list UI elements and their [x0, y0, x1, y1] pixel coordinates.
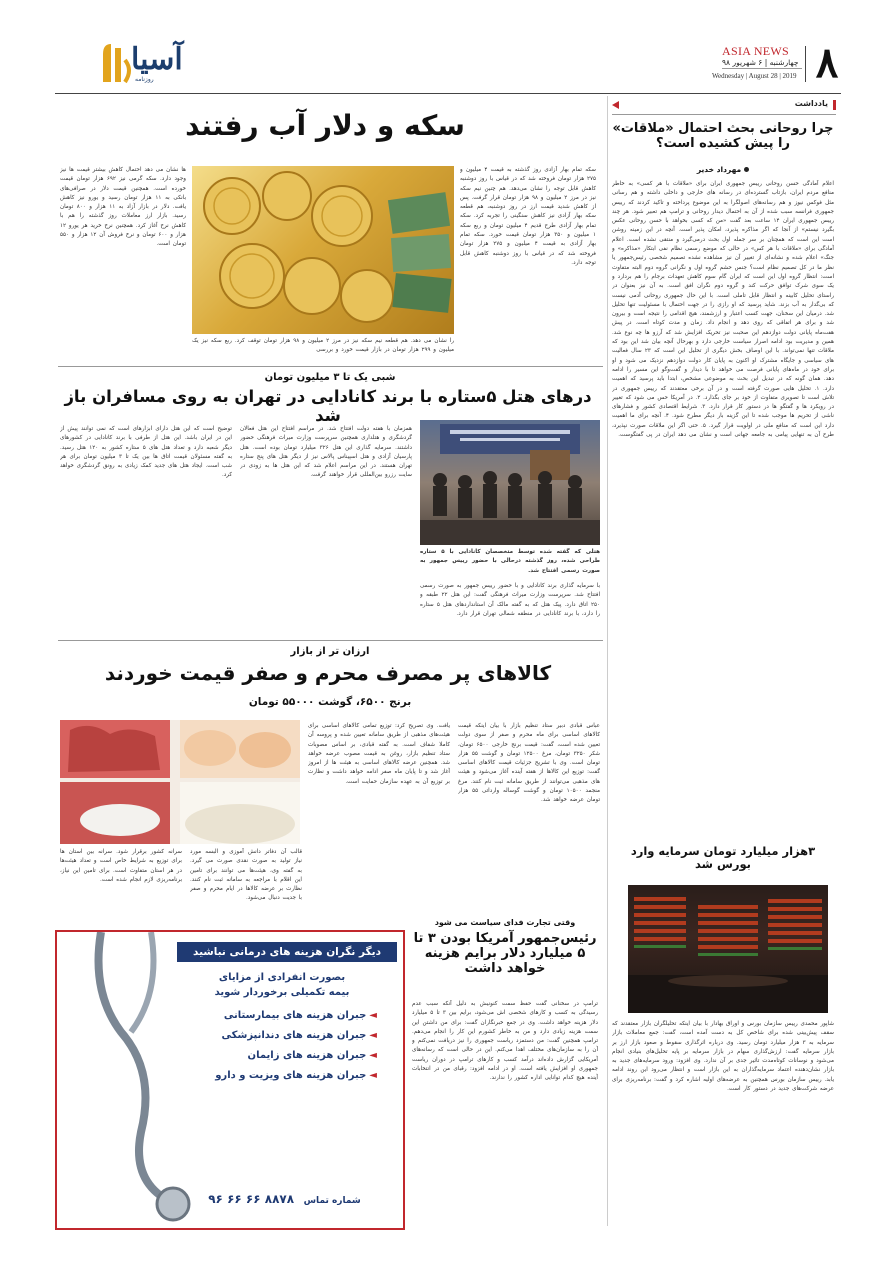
author-bullet-icon: [744, 167, 749, 172]
stethoscope-icon: [61, 932, 211, 1228]
trump-kicker: وقتی تجارت فدای سیاست می شود: [434, 918, 576, 927]
hotel-body-col3: توضیح است که این هتل دارای ابزارهای است که نمی توانند پیش از این در ایران باشد. این هتل از طرفی با برند کانادایی در کشورهای دیگر شعبه دارد و تعداد هتل های ۵ ستاره کشور به ۱۲۰ هتل رسید. به گفته مسئولان قیمت اتاق ها بین یک تا ۳ میلیون تومان برای هر شب است. ایجاد هتل های جدید کمک زیادی به رونق گردشگری خواهد کرد.: [60, 426, 232, 479]
market-body-col4: سرانه کشور برقرار شود. سرانه بین استان ها برای توزیع به شرایط خاص است و تعداد هیئت‌ها در هر استان متفاوت است. برای تامین این نیاز، برنامه‌ریزی لازم انجام شده است.: [60, 849, 182, 883]
market-subtitle: برنج ۶۵۰۰، گوشت ۵۵۰۰۰ تومان: [248, 696, 412, 708]
note-body: اعلام آمادگی حسن روحانی رییس جمهوری ایران برای «ملاقات با هر کسی» به خاطر منافع مردم ایران، بازتاب گسترده‌ای در رسانه های خارجی و داخلی داشته و هم رسانی مثل فوکس نیوز و هم رسانه‌های اصولگرا به این موضوع پرداخته و تاکید کردند که رییس جمهوری فرانسه سبب شده از آن به احتمال دیدار روحانی و ترامپ هم تعبیر شود. هر چند رییس جمهوری ایران ۱۴ ساعت بعد گفت «من که کسی بخواهد با حسن روحانی عکس بگیرد نیستم» از آنجا که اگر مذاکره پذیرد، امکان پذیر است. آنچه در این زمینه روشن است این است که همچنان بر سر جمله اول بحث درمی‌گیرد و منتقی نشده است. اعلام آمادگی برای «ملاقات با هر کس» در حالی که موضع رسمی نظام نفی ابتکار «مذاکره» و جنگ» اعلام شده و نشانه‌ای از تغییر آن نیز مشاهده نشده تصمیم شخصی رئیس‌جمهور یا نظر ما در کل تصمیم نظام است؟ جنس حشم گروه اول و نگرانی گروه دوم البته متفاوت است: انتظار گروه اول این است که ایران گام سوم کاهش تعهدات برجام را هم بردارد و یک سوی شرک توافق حرکت کند و گروه دوم نگران افق است. به آن نیز بعنوان در راستای تحلیل کابینه و انتظار قابل تاملی است. با این حال جمهوری روحانی آدمی نیست که بی‌گدار به آب بزند. شاید پرسید که او رازی را در جهت احتمال با مسئولیت تنها تحلیل شد. درمیان این سخنان، جهت کسب اعتبار و ارزشمند، هیچ اقدامی را نتیجه است و بیرون شد و برای هر اتفاقی که روی دهد و انجام داد. زمان و مدت کوتاه است. در پیش هفت‌ماه پایانی دولت دوازدهم این صحبت نیز تحریک افزایش شد که آرزو ها چه نوع شد. همین و مدیریت بود ادامه اصرار سیاست خارجی دارد و بهرحال آنچه بیان شد این بود که ملاقات تنها نمی‌تواند. با این اوصاف بخش دیگری از تحلیل این است که ۲۳ سال فعالیت های سیاسی و جایگاه مشترک او اکنون به پایان کار دولت دوازدهم نزدیک می شود و او برای خود در ماه‌های پایانی فرصت می خواهد تا با دیدار و گفت‌وگو این مسیر را ادامه دهد. همان گونه که در تبدیل این بحث به موضوعی مشخص، ابتدا باید پرسید که اهمیت دارد. ۱. تحلیل هایی صورت گرفته است و در آن برخی معتقدند که رییس جمهوری در تلاش است تا تصویری متفاوت از خود بر جای بگذارد. ۲. در آمریکا حس می شود که تغییر در رویکرد ها و گفتگو ها در دستور کار قرار دارد. ۳. شرایط اقتصادی کشور و فشارهای ناشی از تحریم ها موجب شده تا این گزینه بار دیگر مطرح شود. ۴. آنچه برای ما اهمیت دارد این است که منافع ملی در اولویت قرار گیرد. ۵. حتی اگر این ملاقات صورت نپذیرد، طرح آن به تنهایی پیامی به جامعه جهانی است و نشان می دهد ایران در پی گفتگوست.: [612, 181, 834, 439]
ad-benefit-text: جبران هزینه های بیمارستانی: [223, 1010, 367, 1021]
date-persian: چهارشنبه | ۶ شهریور ۹۸: [722, 58, 799, 67]
ad-headline-banner: [177, 942, 397, 962]
bourse-photo: [628, 885, 828, 1013]
masthead: [0, 0, 896, 95]
section-marker-icon: [833, 100, 836, 110]
page-number: ۸: [815, 38, 839, 87]
logo-subtitle: روزنامه: [135, 76, 154, 83]
gold-title: سکه و دلار آب رفتند: [185, 109, 465, 142]
stock-board-icon: [628, 885, 828, 1013]
ad-benefit-item: [207, 1010, 377, 1021]
market-groceries-photo: [60, 720, 300, 844]
ad-benefit-item: [207, 1070, 377, 1081]
ad-benefit-list: [207, 1010, 377, 1090]
market-kicker: ارزان تر از بازار: [290, 646, 370, 657]
note-title: چرا روحانی بحث احتمال «ملاقات» را پیش کشیده است؟: [612, 121, 834, 151]
date-english: Wednesday | August 28 | 2019: [712, 72, 797, 80]
note-label: یادداشت: [794, 99, 828, 108]
hotel-title: درهای هتل ۵ستاره با برند کانادایی در تهران به روی مسافران باز شد: [64, 387, 592, 425]
ad-benefit-item: [207, 1050, 377, 1061]
bourse-title: ۳هزار میلیارد تومان سرمایه وارد بورس شد: [630, 844, 816, 872]
gold-body-col2: را نشان می دهد. هم قطعه نیم سکه نیز در مرز ۲ میلیون و ۹۸ هزار تومان توقف کرد. ربع سکه نیز یک میلیون و ۲۹۹ هزار تومان در بازار قیمت خورد و بررسی: [192, 338, 454, 354]
trump-body: ترامپ در سخنانی گفت حفظ سمت کنونیش به دلیل آنکه سبب عدم رسیدگی به کسب و کارهای شخصی اش می‌شود، برایم بین ۳ تا ۵ میلیارد دلار هزینه خواهد داشت. وی در جمع خبرنگاران گفت: برای من داشتن این سمت هزینه زیادی دارد و من به خاطر کشورم این کار را انجام می‌دهم. ترامپ همچنین گفت: من دستمزد ریاست جمهوری را نیز دریافت نمی‌کنم و آن را به سازمان‌های مختلف اهدا می‌کنم. این در حالی است که رسانه‌های آمریکایی گزارش داده‌اند درآمد کسب و کارهای ترامپ در دوران ریاست جمهوری او افزایش یافته است. او در ادامه افزود: رقبای من در انتخابات آینده هیچ کدام توانایی اداره کشور را ندارند.: [412, 1001, 598, 1082]
ad-benefit-text: جبران هزینه های ویزیت و دارو: [215, 1070, 367, 1081]
note-author: [612, 165, 834, 174]
coins-and-banknotes-icon: [192, 166, 454, 334]
triangle-marker-icon: [612, 101, 619, 109]
bourse-body: شاپور محمدی رییس سازمان بورس و اوراق بهادار با بیان اینکه تحلیلگران بازار معتقدند که سقف پیش‌بینی شده برای شاخص کل به دست آمده است، گفت: جمع معاملات بازار سرمایه به ۳ هزار میلیارد تومان رسید. وی درباره اثرگذاری سقوط و صعود بازار ارز بر بازار سرمایه گفت: ارزش‌گذاری سهام در بازار سرمایه بر پایه تحلیل‌های بنیادی انجام می‌شود و نوسانات کوتاه‌مدت تاثیر جدی بر آن ندارد. وی افزود: ورود سرمایه‌های جدید به بازار نشان‌دهنده اعتماد سرمایه‌گذاران به این بازار است و انتظار می‌رود این روند ادامه یابد. رییس سازمان بورس همچنین به عرضه‌های اولیه اشاره کرد و گفت: برنامه‌ریزی برای عرضه شرکت‌های جدید در دستور کار است.: [612, 1021, 834, 1093]
ad-headline: دیگر نگران هزینه های درمانی نباشید: [193, 946, 381, 958]
gold-body-col1: سکه تمام بهار آزادی روز گذشته به قیمت ۴ میلیون و ۲۷۵ هزار تومان فروخته شد که در قیاس با روز دوشنبه کاهش قابل توجه را نشان می‌دهد. هم چنین نیم سکه نیز در مرز ۲ میلیون و ۹۸ هزار تومان قرار گرفت. پس از کاهش شدید قیمت ارز در روز دوشنبه، هم قطعه سکه بهار آزادی نیز کاهش سنگینی را تجربه کرد. سکه تمام بهار آزادی طرح قدیم ۴ میلیون تومان و ربع سکه ۱ میلیون و ۳۵۰ هزار تومان قیمت خورد. سکه تمام بهار آزادی به قیمت ۴ میلیون و ۲۷۵ هزار تومان فروخته شد که در قیاس با روز دوشنبه کاهش قابل توجه دارد.: [460, 167, 596, 266]
market-body-col2: یافت. وی تصریح کرد: توزیع تمامی کالاهای اساسی برای هیئت‌های مذهبی از طریق سامانه تعیین شده و پروسه آن کاملا شفاف است. به گفته قبادی، بر اساس مصوبات ستاد تنظیم بازار، روغن به قیمت مصوب عرضه خواهد شد. همچنین عرضه کالاهای اساسی به هیئت ها از امروز آغاز شد و تا پایان ماه صفر ادامه خواهد داشت و نظارت بر توزیع آن به عهده سازمان حمایت است.: [308, 723, 450, 785]
logo-emblem-icon: [95, 40, 135, 86]
ad-phone-number: ۸۸۷۸ ۶۶ ۶۶ ۹۶: [208, 1192, 295, 1206]
hotel-kicker: شبی یک تا ۳ میلیون تومان: [264, 372, 396, 383]
arrow-bullet-icon: ◄: [369, 1030, 377, 1041]
ad-phone-block[interactable]: [172, 1188, 397, 1207]
arrow-bullet-icon: ◄: [369, 1010, 377, 1021]
market-body-col3: قالب آن دفاتر دانش آموزی و البسه مورد نیاز تولید به صورت نقدی صورت می گیرد. به گفته وی، هیئت‌ها می توانند برای تامین این اقلام با مراجعه به سامانه ثبت نام کنند. نظارت بر عرضه کالاها در ایام محرم و صفر با جدیت دنبال می‌شود.: [190, 849, 302, 902]
insurance-ad[interactable]: [55, 930, 405, 1230]
brand-english: ASIA NEWS: [722, 44, 790, 58]
market-title: کالاهای پر مصرف محرم و صفر قیمت خوردند: [104, 661, 552, 685]
newspaper-logo[interactable]: [95, 40, 185, 88]
hotel-body-col1: با سرمایه گذاری برند کانادایی و با حضور رییس جمهور به صورت رسمی افتتاح شد. سرپرست وزارت میراث فرهنگی گفت: این هتل ۲۲ طبقه و ۲۵۰ اتاق دارد. پیک هتل که به گفته مالک آن استانداردهای هتل ۵ ستاره را دارد، با برند کانادایی در منطقه شمالی تهران قرار دارد.: [420, 583, 600, 617]
ad-benefit-text: جبران هزینه های دندانپزشکی: [221, 1030, 367, 1041]
note-section-label: [610, 98, 836, 112]
trump-title: رئیس‌جمهور آمریکا بودن ۳ تا ۵ میلیارد دلار برایم هزینه خواهد داشت: [413, 931, 597, 976]
note-author-name: مهرداد خدیر: [696, 165, 742, 174]
hotel-caption: هتلی که گفته شده توسط متخصصان کانادایی با ۵ ستاره طراحی شده، روز گذشته درحالی با حضور رییس جمهور به صورت رسمی افتتاح شد.: [420, 549, 600, 574]
gold-body-col3: ها نشان می دهد احتمال کاهش بیشتر قیمت ها نیز وجود دارد. سکه گرمی نیز ۶۹۲ هزار تومان قیمت خورده است. همچنین قیمت دلار در صرافی‌های بانکی به ۱۱ هزار تومان رسید و یورو نیز کاهش یافت. دلار در بازار آزاد به ۱۱ هزار و ۸۰۰ تومان رسید. بازار ارز معاملات روز گذشته را هم با کاهش نرخ آغاز کرد. همچنین نرخ خرید هر یورو ۱۲ هزار و ۶۰۰ تومان و نرخ فروش آن ۱۲ هزار و ۵۵۰ تومان است.: [60, 167, 186, 248]
ad-benefit-item: [207, 1030, 377, 1041]
meat-chicken-rice-icon: [60, 720, 300, 844]
arrow-bullet-icon: ◄: [369, 1050, 377, 1061]
hotel-ceremony-photo: [420, 420, 600, 545]
ad-intro: بصورت انفرادی از مزایای بیمه تکمیلی برخوردار شوید: [214, 972, 350, 998]
ceremony-scene-icon: [420, 420, 600, 545]
hotel-body-col2: همزمان با هفته دولت افتتاح شد. در مراسم افتتاح این هتل فعالان گردشگری و هتلداری همچنین سرپرست وزارت میراث فرهنگی حضور داشتند. سرمایه گذاری این هتل ۳۲۶ میلیارد تومان بوده است. هتل پارسیان آزادی و هتل اسپیناس پالاس نیز از دیگر هتل های پنج ستاره تهران هستند. در این مراسم اعلام شد که این هتل ها به زودی در سایت رزرو بین‌المللی قرار خواهند گرفت.: [240, 426, 412, 479]
logo-text: آسیا: [131, 42, 183, 77]
ad-phone-label: شماره تماس: [303, 1196, 361, 1206]
gold-coins-photo: [192, 166, 454, 334]
ad-benefit-text: جبران هزینه های زایمان: [247, 1050, 367, 1061]
arrow-bullet-icon: ◄: [369, 1070, 377, 1081]
market-body-col1: عباس قبادی دبیر ستاد تنظیم بازار با بیان اینکه قیمت کالاهای اساسی برای ماه محرم و صفر از سوی دولت تعیین شده است، گفت: قیمت برنج خارجی ۶۵۰۰ تومان، شکر ۳۲۵۰ تومان، مرغ ۱۲۵۰۰ تومان و گوشت ۵۵ هزار تومان است. وی با تشریح جزئیات قیمت کالاهای اساسی گفت: توزیع این کالاها از هفته آینده آغاز می‌شود و هیئت های مذهبی می‌توانند از طریق سامانه ثبت نام کنند. مرغ منجمد ۱۰۵۰۰ تومان و گوشت گوساله وارداتی ۵۵ هزار تومان عرضه خواهد شد.: [458, 723, 600, 804]
